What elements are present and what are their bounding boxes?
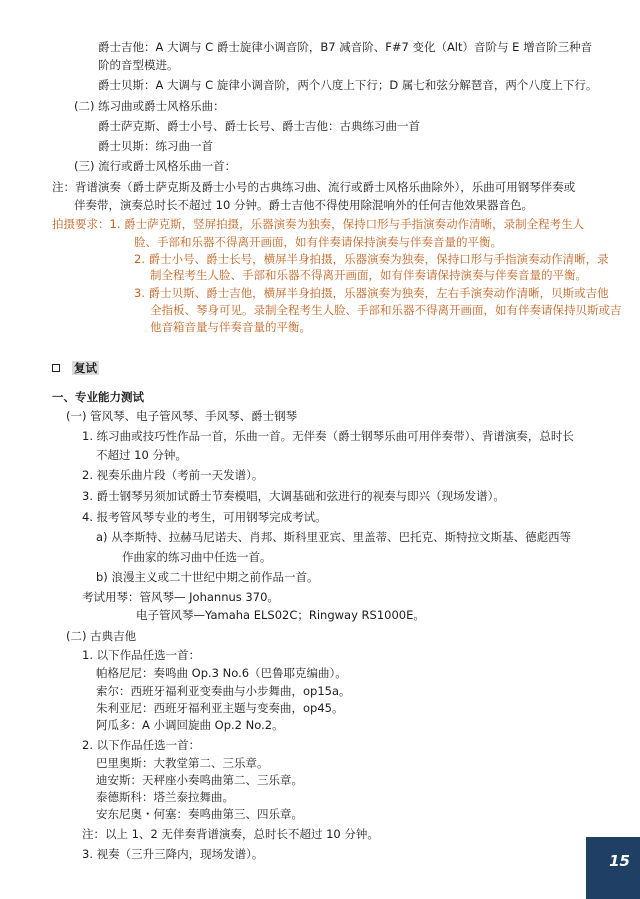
jazz-guitar-scales-line-2: 阶的音型模进。 bbox=[98, 58, 179, 72]
section-heading bbox=[52, 359, 99, 377]
keyboard-item-4b: b) 浪漫主义或二十世纪中期之前作品一首。 bbox=[96, 570, 319, 584]
section-title: 复试 bbox=[74, 361, 97, 375]
guitar-piece-giuliani: 朱利亚尼：西班牙福利亚主题与变奏曲，op45。 bbox=[96, 701, 344, 715]
instrument-line-1: 考试用琴：管风琴— Johannus 370。 bbox=[82, 590, 279, 604]
part-title: 一、专业能力测试 bbox=[52, 390, 144, 404]
guitar-piece-tedesco: 泰德斯科：塔兰泰拉舞曲。 bbox=[96, 790, 234, 804]
filming-req-3c: 他音箱音量与伴奏音量的平衡。 bbox=[150, 320, 311, 334]
guitar-note: 注：以上 1、2 无伴奏背谱演奏，总时长不超过 10 分钟。 bbox=[82, 827, 379, 841]
keyboard-item-3: 3. 爵士钢琴另须加试爵士节奏模唱，大调基础和弦进行的视奏与即兴（现场发谱）。 bbox=[82, 489, 505, 503]
note-line-1: 注：背谱演奏（爵士萨克斯及爵士小号的古典练习曲、流行或爵士风格乐曲除外），乐曲可用钢琴伴奏或 bbox=[52, 180, 576, 194]
keyboard-item-4: 4. 报考管风琴专业的考生，可用钢琴完成考试。 bbox=[82, 510, 327, 524]
instrument-line-2: 电子管风琴—Yamaha ELS02C；Ringway RS1000E。 bbox=[136, 608, 425, 622]
etude-bass: 爵士贝斯：练习曲一首 bbox=[98, 139, 213, 153]
filming-req-1b: 脸、手部和乐器不得离开画面，如有伴奏请保持演奏与伴奏音量的平衡。 bbox=[134, 235, 502, 249]
keyboard-item-1a: 1. 练习曲或技巧性作品一首，乐曲一首。无伴奏（爵士钢琴乐曲可用伴奏带）、背谱演奏，总时长 bbox=[82, 429, 574, 443]
etude-winds-guitar: 爵士萨克斯、爵士小号、爵士长号、爵士吉他：古典练习曲一首 bbox=[98, 119, 420, 133]
guitar-piece-dyens: 迪安斯：天秤座小奏鸣曲第二、三乐章。 bbox=[96, 773, 303, 787]
keyboard-item-2: 2. 视奏乐曲片段（考前一天发谱）。 bbox=[82, 468, 264, 482]
jazz-bass-scales-line: 爵士贝斯：A 大调与 C 旋律小调音阶，两个八度上下行；D 属七和弦分解琶音，两个八度上下行。 bbox=[98, 78, 598, 92]
note-line-2: 伴奏带，演奏总时长不超过 10 分钟。爵士吉他不得使用除混响外的任何吉他效果器音色。 bbox=[74, 198, 533, 212]
subheading-pop-jazz: (三) 流行或爵士风格乐曲一首： bbox=[74, 159, 237, 173]
keyboard-subheading: (一) 管风琴、电子管风琴、手风琴、爵士钢琴 bbox=[66, 409, 298, 423]
square-bullet-icon bbox=[52, 364, 60, 372]
guitar-item-2: 2. 以下作品任选一首： bbox=[82, 738, 201, 752]
filming-req-1a: 拍摄要求：1. 爵士萨克斯，竖屏拍摄，乐器演奏为独奏，保持口形与手指演奏动作清晰，录制全程考生人 bbox=[52, 217, 585, 231]
filming-req-3a: 3. 爵士贝斯、爵士吉他，横屏半身拍摄，乐器演奏为独奏，左右手演奏动作清晰，贝斯或吉他 bbox=[134, 286, 609, 300]
guitar-item-3: 3. 视奏（三升三降内，现场发谱）。 bbox=[82, 847, 264, 861]
guitar-piece-barrios: 巴里奥斯：大教堂第二、三乐章。 bbox=[96, 756, 269, 770]
keyboard-item-4a-line-2: 作曲家的练习曲中任选一首。 bbox=[122, 550, 272, 564]
filming-req-2b: 制全程考生人脸、手部和乐器不得离开画面，如有伴奏请保持演奏与伴奏音量的平衡。 bbox=[150, 268, 587, 282]
jazz-guitar-scales-line-1: 爵士吉他：A 大调与 C 爵士旋律小调音阶，B7 减音阶、F#7 变化（Alt）音阶与 E 增音阶三种音 bbox=[98, 40, 593, 54]
guitar-subheading: (二) 古典吉他 bbox=[66, 629, 137, 643]
filming-req-2a: 2. 爵士小号、爵士长号，横屏半身拍摄，乐器演奏为独奏，保持口形与手指演奏动作清晰，录 bbox=[134, 252, 609, 266]
page-number: 15 bbox=[586, 837, 640, 899]
keyboard-item-4a-line-1: a) 从李斯特、拉赫马尼诺夫、肖邦、斯科里亚宾、里盖蒂、巴托克、斯特拉文斯基、德彪西等 bbox=[96, 530, 572, 544]
filming-req-3b: 全指板、琴身可见。录制全程考生人脸、手部和乐器不得离开画面，如有伴奏请保持贝斯或吉 bbox=[150, 303, 622, 317]
guitar-piece-paganini: 帕格尼尼：奏鸣曲 Op.3 No.6（巴鲁耶克编曲）。 bbox=[96, 666, 347, 680]
guitar-piece-aguado: 阿瓜多：A 小调回旋曲 Op.2 No.2。 bbox=[96, 718, 284, 732]
keyboard-item-1b: 不超过 10 分钟。 bbox=[96, 448, 187, 462]
subheading-etudes: (二) 练习曲或爵士风格乐曲： bbox=[74, 99, 225, 113]
guitar-piece-jose: 安东尼奥・何塞：奏鸣曲第三、四乐章。 bbox=[96, 807, 303, 821]
guitar-item-1: 1. 以下作品任选一首： bbox=[82, 648, 201, 662]
guitar-piece-sor: 索尔：西班牙福利亚变奏曲与小步舞曲，op15a。 bbox=[96, 684, 351, 698]
